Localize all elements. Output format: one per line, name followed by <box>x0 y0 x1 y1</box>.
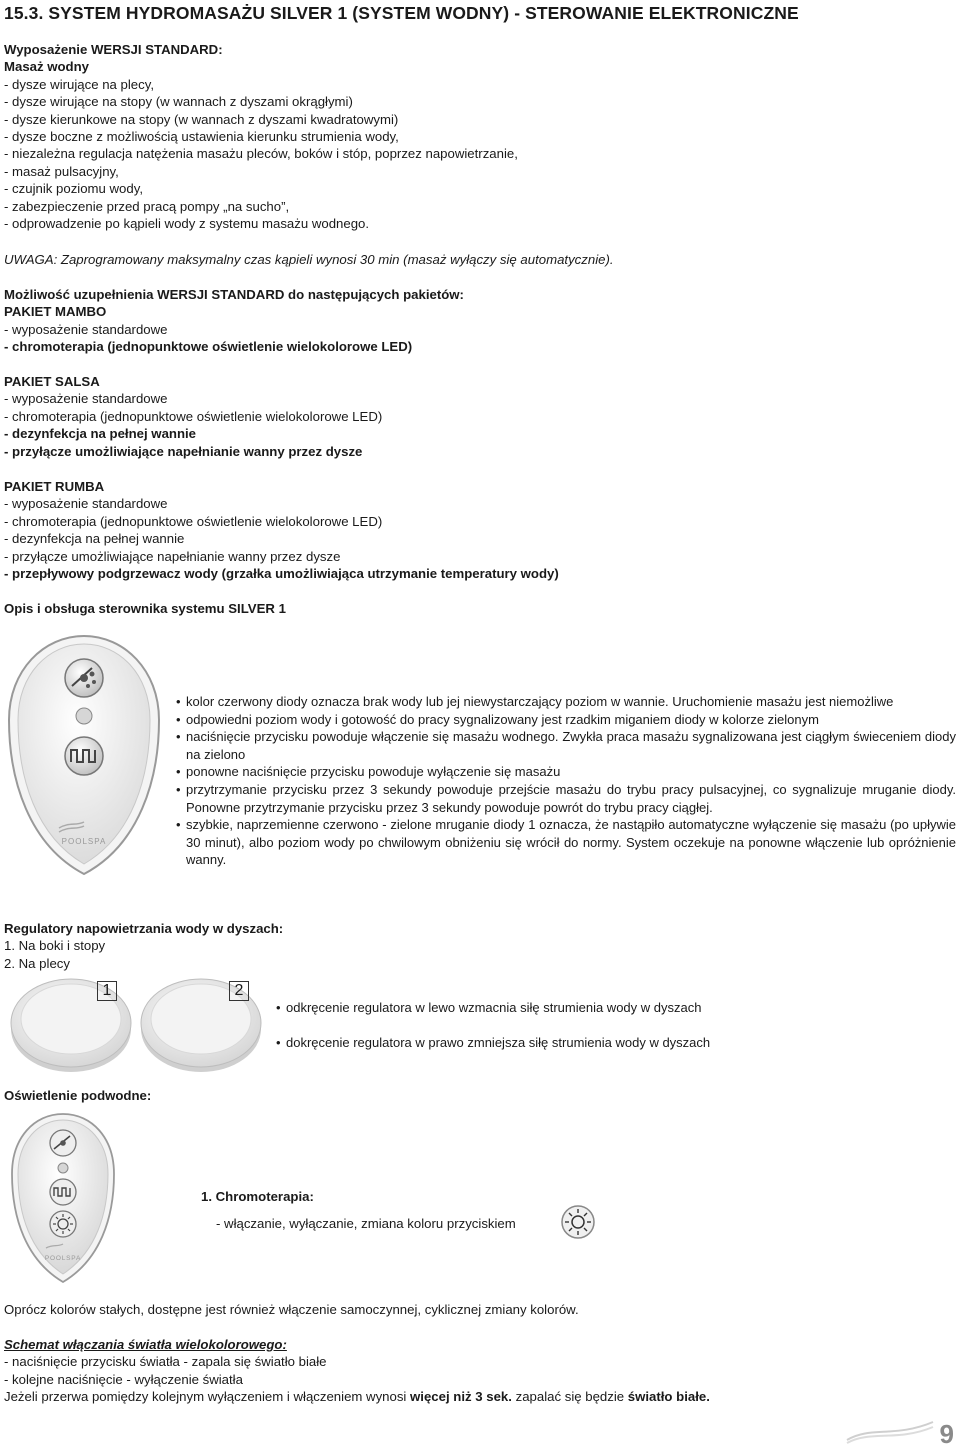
light-scheme-title: Schemat włączania światła wielokolorowego: <box>4 1337 287 1352</box>
scheme-text-bold: światło białe. <box>627 1389 710 1405</box>
list-item: • naciśnięcie przycisku powoduje włączenie się masażu wodnego. Zwykła praca masażu sygnalizowana jest ciągłym świeceniem diody na zielono <box>176 728 956 763</box>
package-mambo-name: PAKIET MAMBO <box>4 304 107 320</box>
list-item: - niezależna regulacja natężenia masażu pleców, boków i stóp, poprzez napowietrzanie, <box>4 146 518 162</box>
standard-subheading: Masaż wodny <box>4 59 90 75</box>
standard-equipment <box>4 41 518 232</box>
list-item: - chromoterapia (jednopunktowe oświetlenie wielokolorowe LED) <box>4 513 383 529</box>
page-title: 15.3. SYSTEM HYDROMASAŻU SILVER 1 (SYSTEM WODNY) - STEROWANIE ELEKTRONICZNE <box>4 3 799 23</box>
list-item: • ponowne naciśnięcie przycisku powoduje wyłączenie się masażu <box>176 763 956 781</box>
list-item: - masaż pulsacyjny, <box>4 163 119 179</box>
regulator-1-label: 1 <box>97 981 117 1001</box>
list-item: • przytrzymanie przycisku przez 3 sekundy powoduje przejście masażu do trybu pracy pulsacyjnej, co sygnalizuje mruganie diody. Ponowne przytrzymanie przycisku przez 3 sekundy powoduje powrót do trybu pracy ciągłej. <box>176 781 956 816</box>
controller-heading: Opis i obsługa sterownika systemu SILVER 1 <box>4 601 286 616</box>
list-item: • odkręcenie regulatora w lewo wzmacnia siłę strumienia wody w dyszach <box>276 999 876 1017</box>
list-item: • kolor czerwony diody oznacza brak wody lub jej niewystarczający poziom w wannie. Uruchomienie masażu jest niemożliwe <box>176 693 956 711</box>
list-item: 1. Na boki i stopy <box>4 938 106 954</box>
list-item: - dysze wirujące na plecy, <box>4 76 155 92</box>
list-item: - odprowadzenie po kąpieli wody z systemu masażu wodnego. <box>4 216 370 232</box>
footer-wave-icon <box>845 1418 935 1444</box>
list-item: - chromoterapia (jednopunktowe oświetlenie wielokolorowe LED) <box>4 339 413 355</box>
regulators-block <box>4 920 283 972</box>
list-item: - dysze kierunkowe na stopy (w wannach z dyszami kwadratowymi) <box>4 111 399 127</box>
regulator-2-label: 2 <box>229 981 249 1001</box>
standard-heading: Wyposażenie WERSJI STANDARD: <box>4 42 223 57</box>
warning-note: UWAGA: Zaprogramowany maksymalny czas kąpieli wynosi 30 min (masaż wyłączy się automatycznie). <box>4 252 614 267</box>
list-item: - wyposażenie standardowe <box>4 391 168 407</box>
list-item: - przyłącze umożliwiające napełnianie wanny przez dysze <box>4 443 363 459</box>
list-item: - naciśnięcie przycisku światła - zapala się światło białe <box>4 1354 327 1370</box>
colors-note: Oprócz kolorów stałych, dostępne jest również włączenie samoczynnej, cyklicznej zmiany kolorów. <box>4 1302 579 1317</box>
list-item: • dokręcenie regulatora w prawo zmniejsza siłę strumienia wody w dyszach <box>276 1034 876 1052</box>
controller-remote-image <box>4 630 164 880</box>
list-item: - przyłącze umożliwiające napełnianie wanny przez dysze <box>4 548 341 564</box>
list-item: - wyposażenie standardowe <box>4 496 168 512</box>
light-scheme-note <box>4 1388 710 1405</box>
list-item: - dezynfekcja na pełnej wannie <box>4 426 197 442</box>
package-rumba-name: PAKIET RUMBA <box>4 479 105 494</box>
packages-intro: Możliwość uzupełnienia WERSJI STANDARD do następujących pakietów: <box>4 287 464 302</box>
controller-brand: POOLSPA <box>61 837 107 846</box>
list-item: - kolejne naciśnięcie - wyłączenie światła <box>4 1371 243 1387</box>
chromotherapy-description: - włączanie, wyłączanie, zmiana koloru przyciskiem <box>216 1216 516 1231</box>
light-scheme-block <box>4 1336 710 1406</box>
lighting-brand: POOLSPA <box>44 1255 82 1262</box>
controller-instructions <box>176 693 956 869</box>
regulators-heading: Regulatory napowietrzania wody w dyszach: <box>4 921 284 936</box>
list-item: - zabezpieczenie przed pracą pompy „na sucho”, <box>4 198 290 214</box>
package-salsa-name: PAKIET SALSA <box>4 374 100 389</box>
lighting-heading: Oświetlenie podwodne: <box>4 1088 152 1103</box>
chromotherapy-title: 1. Chromoterapia: <box>201 1189 314 1204</box>
packages-block <box>4 286 464 356</box>
list-item: • szybkie, naprzemienne czerwono - zielone mruganie diody 1 oznacza, że nastąpiło automatyczne wyłączenie się masażu (po upływie 30 minut), albo poziom wody po chwilowym obniżeniu się wrócił do normy. System oczekuje na ponowne włączenie lub opróżnienie wanny. <box>176 816 956 869</box>
list-item: 2. Na plecy <box>4 955 70 971</box>
list-item: - dysze wirujące na stopy (w wannach z dyszami okrągłymi) <box>4 94 353 110</box>
page-number: 9 <box>939 1419 954 1449</box>
scheme-text: Jeżeli przerwa pomiędzy kolejnym wyłączeniem i włączeniem wynosi <box>4 1389 411 1405</box>
list-item: - przepływowy podgrzewacz wody (grzałka umożliwiająca utrzymanie temperatury wody) <box>4 566 559 582</box>
scheme-text: zapalać się będzie <box>511 1389 628 1405</box>
list-item: • odpowiedni poziom wody i gotowość do pracy sygnalizowany jest rzadkim miganiem diody w kolorze zielonym <box>176 711 956 729</box>
list-item: - dezynfekcja na pełnej wannie <box>4 531 185 547</box>
list-item: - czujnik poziomu wody, <box>4 181 144 197</box>
lighting-remote-image <box>8 1110 118 1286</box>
list-item: - dysze boczne z możliwością ustawienia kierunku strumienia wody, <box>4 129 399 145</box>
regulator-bullet-2 <box>276 1034 876 1052</box>
list-item: - chromoterapia (jednopunktowe oświetlenie wielokolorowe LED) <box>4 408 383 424</box>
package-salsa <box>4 373 382 460</box>
list-item: - wyposażenie standardowe <box>4 321 168 337</box>
regulator-bullet-1 <box>276 999 876 1017</box>
light-button-icon <box>560 1204 596 1240</box>
scheme-text-bold: więcej niż 3 sek. <box>410 1389 512 1405</box>
package-rumba <box>4 478 559 582</box>
